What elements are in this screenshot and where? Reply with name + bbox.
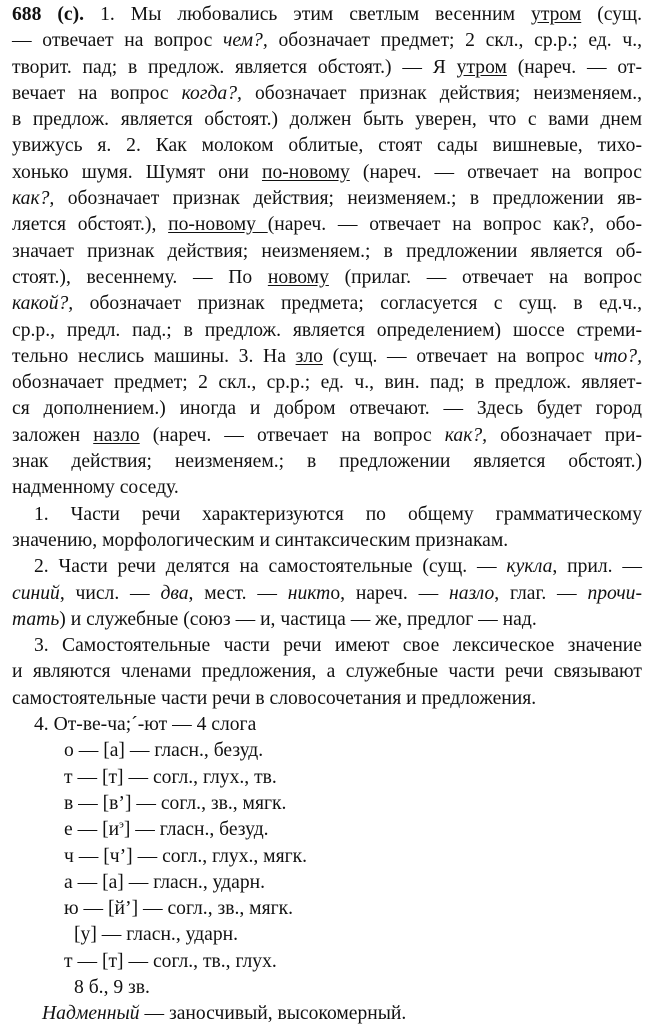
phonetic-row: т — [т] — согл., глух., тв. xyxy=(64,766,277,788)
text-run: и являются членами предложения, а служебные части речи связывают xyxy=(12,661,642,683)
italic-word: два xyxy=(160,582,189,604)
underlined-word: по-новому xyxy=(261,161,350,183)
exercise-number: 688 (с). xyxy=(12,4,101,25)
text-line xyxy=(12,186,642,212)
text-run: (сущ. — отвечает на вопрос xyxy=(322,345,595,367)
text-run: творит. пад; в предлож. является обстоят.) — Я xyxy=(12,56,457,78)
text-run: значает признак действия; неизменяем.; в предложении является об- xyxy=(12,240,642,262)
text-line xyxy=(12,633,642,659)
text-run: (нареч. — отвечает на вопрос xyxy=(139,424,445,446)
text-run: увижусь я. 2. Как молоком облитые, стоят сады вишневые, тихо- xyxy=(12,135,642,157)
text-run: обозначает при- xyxy=(487,424,642,446)
text-line xyxy=(12,554,642,580)
text-run: самостоятельные части речи в словосочетания и предложения. xyxy=(12,687,537,709)
text-run: стоят.), весеннему. — По xyxy=(12,266,268,288)
point-paragraph xyxy=(12,502,642,555)
text-run: (сущ. xyxy=(581,4,642,25)
phonetic-row: ю — [й’] — согл., зв., мягк. xyxy=(64,898,294,920)
underlined-word: утром xyxy=(456,56,507,78)
italic-word: как?, xyxy=(12,188,55,210)
text-run: значению, морфологическим и синтаксическим признакам. xyxy=(12,529,509,551)
point-paragraph xyxy=(12,554,642,633)
text-run: — отвечает на вопрос xyxy=(12,30,223,52)
text-line xyxy=(12,686,642,712)
italic-word: прочи- xyxy=(587,582,642,604)
defined-word: Надменный xyxy=(42,1003,140,1025)
text-line xyxy=(12,370,642,396)
text-run: (нареч. — от- xyxy=(506,56,643,78)
text-line xyxy=(12,449,642,475)
exercise-points xyxy=(12,502,642,712)
text-run: (нареч. — отвечает на вопрос xyxy=(349,161,642,183)
text-run: ляется обстоят.), xyxy=(12,214,169,236)
underlined-word: назло xyxy=(93,424,140,446)
text-line xyxy=(12,212,642,238)
text-run: , числ. — xyxy=(59,582,161,604)
phonetic-analysis xyxy=(12,712,642,1001)
phonetic-header: 4. От-ве-ча;´-ют — 4 слога xyxy=(34,714,257,736)
phonetic-row: 8 б., 9 зв. xyxy=(74,976,150,998)
text-line xyxy=(12,318,642,344)
text-line xyxy=(12,581,642,607)
text-run: обозначает предмет; 2 скл., ср.р.; ед. ч., xyxy=(267,30,643,52)
italic-word: тать xyxy=(12,608,60,630)
text-run: 2. Части речи делятся на самостоятельные (сущ. — xyxy=(34,556,507,578)
text-line xyxy=(12,133,642,159)
text-line xyxy=(12,396,642,422)
text-run: хонько шумя. Шумят они xyxy=(12,161,262,183)
italic-word: что?, xyxy=(594,345,643,367)
italic-word: чем?, xyxy=(223,30,268,52)
text-line xyxy=(12,107,642,133)
text-run: 1. Части речи характеризуются по общему грамматическому xyxy=(34,503,642,525)
text-run: ср.р., предл. пад.; в предлож. является определением) шоссе стреми- xyxy=(12,319,642,341)
underlined-word: по-новому xyxy=(168,214,268,236)
underlined-word: зло xyxy=(295,345,323,367)
text-run: заложен xyxy=(12,424,94,446)
text-line xyxy=(12,659,642,685)
text-line xyxy=(12,423,642,449)
text-line xyxy=(12,502,642,528)
text-run: обозначает предмет; 2 скл., ср.р.; ед. ч., вин. пад; в предлож. являет- xyxy=(12,372,642,394)
text-run: , глаг. — xyxy=(494,582,588,604)
text-run: в предлож. является обстоят.) должен быть уверен, что с вами днем xyxy=(12,109,642,131)
text-line xyxy=(12,528,642,554)
phonetic-row: о — [а] — гласн., безуд. xyxy=(64,740,264,762)
text-run: обозначает признак предмета; согласуется с сущ. в ед.ч., xyxy=(73,293,642,315)
phonetic-row: [у] — гласн., ударн. xyxy=(74,924,239,946)
text-run: обозначает признак действия; неизменяем.; в предложении яв- xyxy=(54,188,642,210)
point-paragraph xyxy=(12,633,642,712)
italic-word: когда?, xyxy=(181,82,242,104)
text-line xyxy=(12,607,642,633)
text-run: ся дополнением.) иногда и добром отвечают. — Здесь будет город xyxy=(12,398,642,420)
phonetic-row: а — [а] — гласн., ударн. xyxy=(64,871,266,893)
phonetic-row: т — [т] — согл., тв., глух. xyxy=(64,950,277,972)
text-run: тельно неслись машины. 3. На xyxy=(12,345,296,367)
text-line xyxy=(12,2,642,28)
phonetic-row: ч — [ч’] — согл., глух., мягк. xyxy=(64,845,308,867)
text-line xyxy=(12,265,642,291)
text-run: (прилаг. — отвечает на вопрос xyxy=(328,266,642,288)
text-run: вечает на вопрос xyxy=(12,82,182,104)
italic-word: синий xyxy=(12,582,60,604)
italic-word: какой?, xyxy=(12,293,74,315)
italic-word: никт xyxy=(287,582,331,604)
text-line xyxy=(12,344,642,370)
text-line xyxy=(12,160,642,186)
exercise-688-answer xyxy=(12,2,642,502)
text-run: о, нареч. — xyxy=(330,582,449,604)
text-line xyxy=(12,55,642,81)
definition-text: — заносчивый, высокомерный. xyxy=(139,1003,407,1025)
text-line xyxy=(12,291,642,317)
italic-word: назло xyxy=(449,582,495,604)
text-run: 3. Самостоятельные части речи имеют свое лексическое значение xyxy=(34,635,642,657)
text-run: , прил. — xyxy=(552,556,642,578)
text-line xyxy=(12,239,642,265)
phonetic-row: е — $[и^э]$ — гласн., безуд. xyxy=(64,818,269,841)
text-run: ) и служебные (союз — и, частица — же, предлог — над. xyxy=(59,608,537,630)
text-line xyxy=(12,28,642,54)
underlined-word: утром xyxy=(531,4,582,25)
italic-word: как?, xyxy=(444,424,488,446)
word-definition xyxy=(12,1001,642,1027)
text-line xyxy=(12,475,642,501)
text-run: обозначает признак действия; неизменяем., xyxy=(241,82,642,104)
text-run: 1. Мы любовались этим светлым весенним xyxy=(100,4,532,25)
italic-word: кукла xyxy=(506,556,553,578)
text-run: надменному соседу. xyxy=(12,477,179,499)
text-run: (нареч. — отвечает на вопрос как?, обо- xyxy=(267,214,642,236)
text-line xyxy=(12,81,642,107)
phonetic-row: в — [в’] — согл., зв., мягк. xyxy=(64,792,287,814)
text-run: , мест. — xyxy=(188,582,288,604)
text-run: знак действия; неизменяем.; в предложении является обстоят.) xyxy=(12,451,642,473)
underlined-word: новому xyxy=(267,266,329,288)
